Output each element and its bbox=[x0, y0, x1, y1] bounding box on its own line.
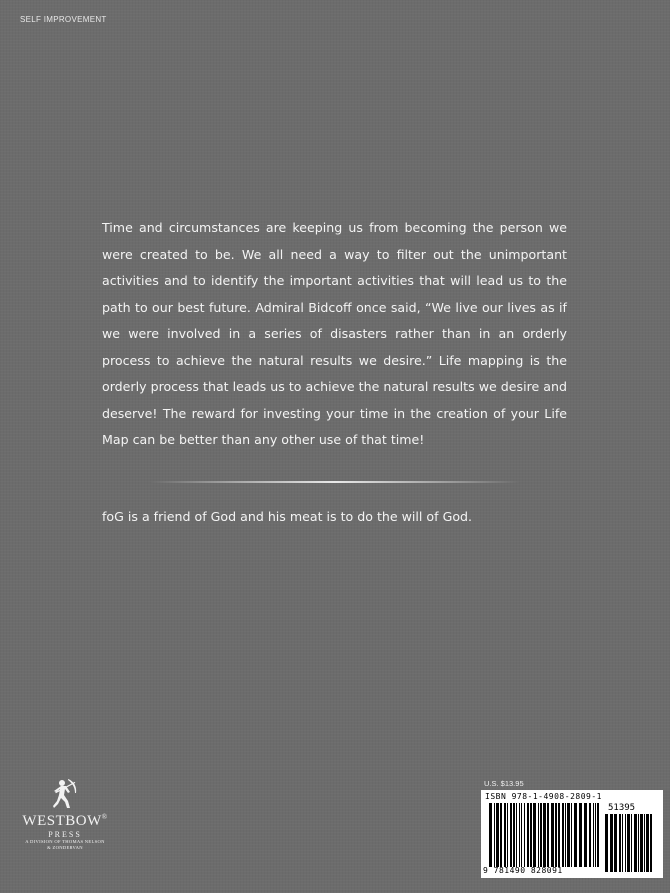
isbn-text: ISBN 978-1-4908-2809-1 bbox=[485, 792, 602, 801]
addon-barcode-bars bbox=[605, 814, 655, 872]
author-tagline: foG is a friend of God and his meat is to do the will of God. bbox=[102, 509, 473, 524]
registered-mark: ® bbox=[101, 813, 108, 821]
publisher-press: PRESS bbox=[48, 830, 82, 839]
price-label: U.S. $13.95 bbox=[484, 779, 524, 788]
publisher-division-2: & ZONDERVAN bbox=[47, 845, 83, 850]
ean-digits: 9 781490 828091 bbox=[483, 866, 563, 875]
book-description: Time and circumstances are keeping us from becoming the person we were created to be. We all need a way to filter out the unimportant activities and to identify the important activities that will lead us to the path to our best future. Admiral Bidcoff once said, “We live our lives as if we were involved in a series of disasters rather than in an orderly process to achieve the natural results we desire.” Life mapping is the orderly process that leads us to achieve the natural results we desire and deserve! The reward for investing your time in the creation of your Life Map can be better than any other use of that time! bbox=[102, 220, 567, 447]
barcode bbox=[481, 790, 663, 878]
ean-barcode-bars bbox=[489, 803, 601, 867]
addon-number: 51395 bbox=[608, 803, 636, 813]
archer-logo-icon bbox=[48, 775, 82, 811]
publisher-name: WESTBOW bbox=[22, 813, 102, 829]
divider-line bbox=[150, 481, 520, 483]
category-label: SELF IMPROVEMENT bbox=[20, 15, 107, 24]
publisher-division: A DIVISION OF THOMAS NELSON bbox=[25, 839, 105, 844]
publisher-logo bbox=[5, 775, 125, 870]
